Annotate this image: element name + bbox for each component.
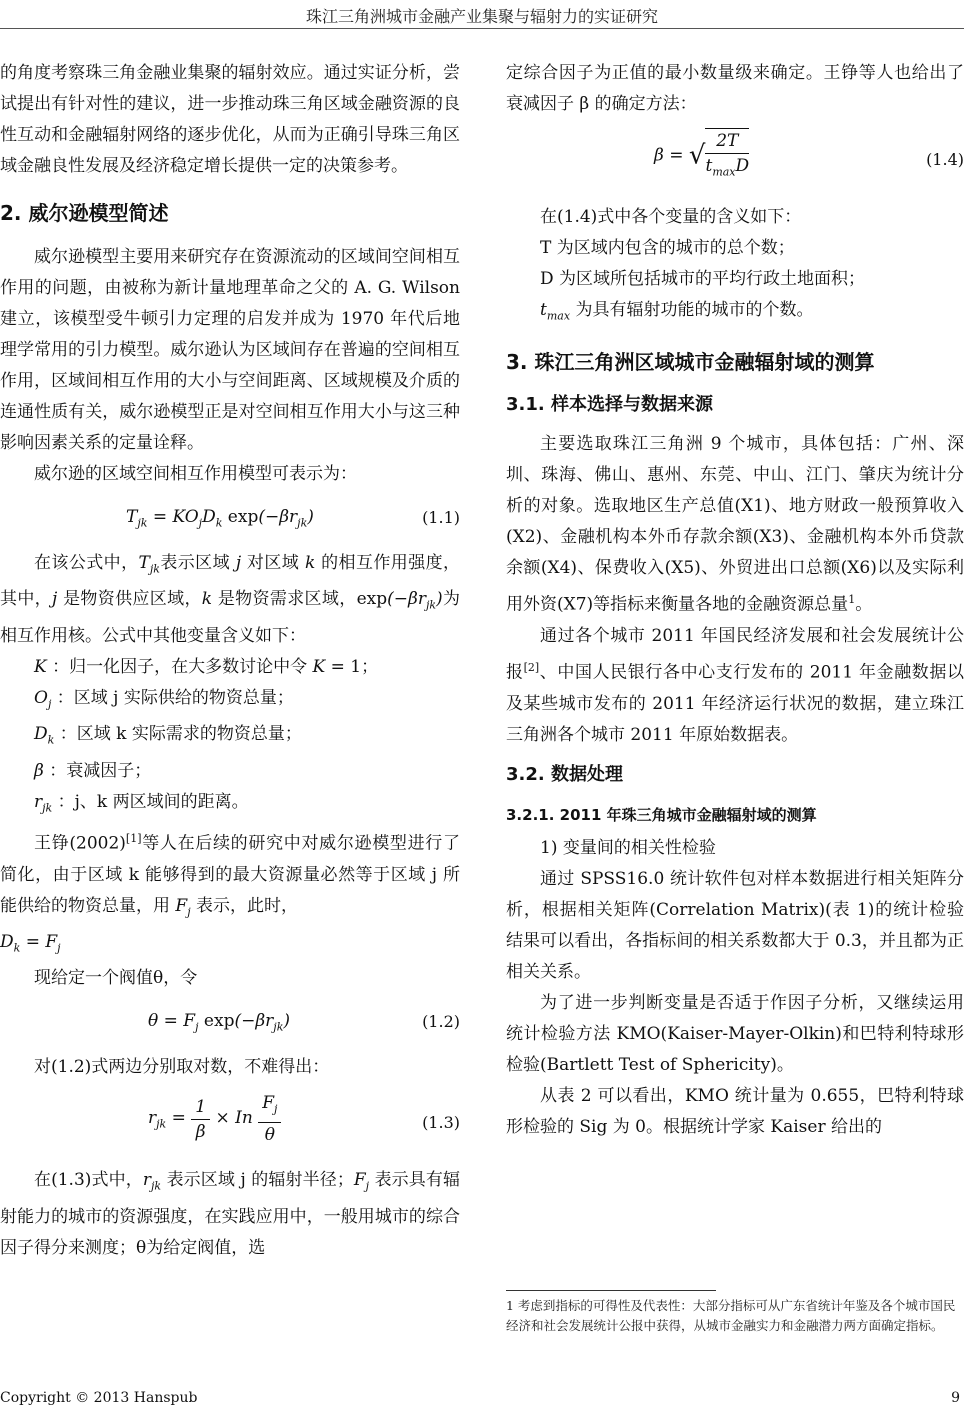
equation-1-2 — [0, 998, 460, 1044]
paragraph: 威尔逊的区域空间相互作用模型可表示为： — [34, 464, 357, 484]
paragraph: 威尔逊模型主要用来研究存在资源流动的区域间空间相互作用的问题，由被称为新计量地理革命之父的 A. G. Wilson 建立，该模型受牛顿引力定理的启发并成为 1970 年代后地理学常用的引力模型。威尔逊认为区域间存在普遍的空间相互作用，区域间相互作用的大小与空间距离、区域规模及介质的连通性质有关，威尔逊模型正是对空间相互作用大小与这三种影响因素关系的定量诠释。 — [0, 247, 460, 453]
paragraph: 通过各个城市 2011 年国民经济发展和社会发展统计公报[2]、中国人民银行各中心支行发布的 2011 年金融数据以及某些城市发布的 2011 年经济运行状况的数据，建立珠江三角洲各个城市 2011 年原始数据表。 — [506, 626, 964, 745]
citation: [1] — [125, 831, 142, 845]
header-rule — [0, 28, 964, 29]
equation-number: (1.3) — [422, 1113, 460, 1133]
left-column — [0, 58, 460, 1264]
equation-inline: $D_k = F_j$ — [0, 932, 61, 955]
paragraph: 在(1.4)式中各个变量的含义如下： — [540, 207, 802, 227]
subsection-heading-3-2: 3.2. 数据处理 — [506, 763, 623, 785]
footnote: 1 考虑到指标的可得性及代表性：大部分指标可从广东省统计年鉴及各个城市国民经济和社会发展统计公报中获得，从城市金融实力和金融潜力两方面确定指标。 — [506, 1298, 956, 1333]
equation-1-4 — [506, 124, 964, 194]
paragraph: 主要选取珠江三角洲 9 个城市，具体包括：广州、深圳、珠海、佛山、惠州、东莞、中山、江门、肇庆为统计分析的对象。选取地区生产总值(X1)、地方财政一般预算收入(X2)、金融机构本外币存款余额(X3)、金融机构本外币贷款余额(X4)、保费收入(X5)、外贸进出口总额(X6)以及实际利用外资(X7)等指标来衡量各地的金融资源总量$^1$。 — [506, 434, 964, 616]
equation-formula: $\theta = F_j$ $\exp(-\beta r_{jk})$ — [148, 1011, 291, 1034]
right-column — [506, 58, 964, 1143]
definition-d: D 为区域所包括城市的平均行政土地面积； — [540, 269, 866, 289]
paragraph: 在(1.3)式中，$r_{jk}$ 表示区域 j 的辐射半径；$F_j$ 表示具有辐射能力的城市的资源强度，在实践应用中，一般用城市的综合因子得分来测度；θ为给定阀值，选 — [0, 1170, 460, 1258]
page-number: 9 — [951, 1390, 960, 1406]
paragraph: 王铮(2002)[1]等人在后续的研究中对威尔逊模型进行了简化，由于区域 k 能够得到的最大资源量必然等于区域 j 所能供给的物资总量，用 $F_j$ 表示，此时， — [0, 831, 461, 918]
definition-t: T 为区域内包含的城市的总个数； — [540, 238, 795, 258]
subsubsection-heading: 3.2.1. 2011 年珠三角城市金融辐射域的测算 — [506, 805, 817, 824]
definition-r: $r_{jk}$ ：j、k 两区域间的距离。 — [34, 791, 249, 814]
equation-formula: β = √ $\frac{2T}{t_{max}D}$ — [654, 128, 749, 184]
equation-1-1 — [0, 494, 460, 540]
paragraph: 现给定一个阀值θ，令 — [34, 968, 198, 989]
running-header: 珠江三角洲城市金融产业集聚与辐射力的实证研究 — [305, 7, 658, 26]
paragraph: 对(1.2)式两边分别取对数，不难得出： — [34, 1057, 330, 1078]
paragraph: 为了进一步判断变量是否适于作因子分析，又继续运用统计检验方法 KMO(Kaiser-Mayer-Olkin)和巴特利特球形检验(Bartlett Test of Sphericity)。 — [506, 992, 964, 1075]
section-heading-2: 2. 威尔逊模型简述 — [0, 201, 169, 225]
paragraph: 在该公式中，$T_{jk}$表示区域 j 对区域 k 的相互作用强度，其中，j 是物资供应区域，k 是物资需求区域，$\exp(-\beta r_{jk})$为相互作用核。公式中其他变量含义如下： — [0, 553, 461, 646]
subsection-heading-3-1: 3.1. 样本选择与数据来源 — [506, 394, 713, 416]
section-heading-3: 3. 珠江三角洲区域城市金融辐射域的测算 — [506, 350, 875, 375]
definition-tmax: $t_{max}$ 为具有辐射功能的城市的个数。 — [540, 300, 814, 323]
definition-d: $D_k$ ：区域 k 实际需求的物资总量； — [34, 724, 302, 747]
citation: [2] — [523, 661, 540, 675]
equation-number: (1.4) — [926, 150, 964, 169]
definition-k: K ：归一化因子，在大多数讨论中令 K = 1； — [34, 656, 379, 677]
equation-number: (1.1) — [422, 508, 460, 527]
footnote-rule — [506, 1290, 716, 1291]
copyright: Copyright © 2013 Hanspub — [0, 1390, 198, 1406]
paragraph: 从表 2 可以看出，KMO 统计量为 0.655，巴特利特球形检验的 Sig 为 0。根据统计学家 Kaiser 给出的 — [506, 1085, 964, 1137]
paragraph: 定综合因子为正值的最小数量级来确定。王铮等人也给出了衰减因子 β 的确定方法： — [506, 63, 964, 114]
equation-1-3 — [0, 1087, 460, 1157]
footnote-mark: 1 — [848, 593, 856, 607]
equation-formula: $T_{jk} = KO_jD_k$ $\exp(-\beta r_{jk})$ — [126, 507, 314, 530]
equation-formula: $r_{jk}$ = $\frac{1}{\beta}$ × In $\frac{F_j}{\theta}$ — [148, 1091, 281, 1146]
list-item: 1) 变量间的相关性检验 — [540, 837, 716, 858]
definition-beta: β ：衰减因子； — [34, 760, 152, 781]
definition-o: $O_j$ ：区域 j 实际供给的物资总量； — [34, 687, 294, 711]
equation-number: (1.2) — [422, 1012, 460, 1032]
paragraph: 通过 SPSS16.0 统计软件包对样本数据进行相关矩阵分析，根据相关矩阵(Correlation Matrix)(表 1)的统计检验结果可以看出，各指标间的相关系数都大于 0.3，并且都为正相关关系。 — [506, 868, 964, 982]
paragraph: 的角度考察珠三角金融业集聚的辐射效应。通过实证分析，尝试提出有针对性的建议，进一步推动珠三角区域金融资源的良性互动和金融辐射网络的逐步优化，从而为正确引导珠三角区域金融良性发展及经济稳定增长提供一定的决策参考。 — [0, 63, 460, 176]
